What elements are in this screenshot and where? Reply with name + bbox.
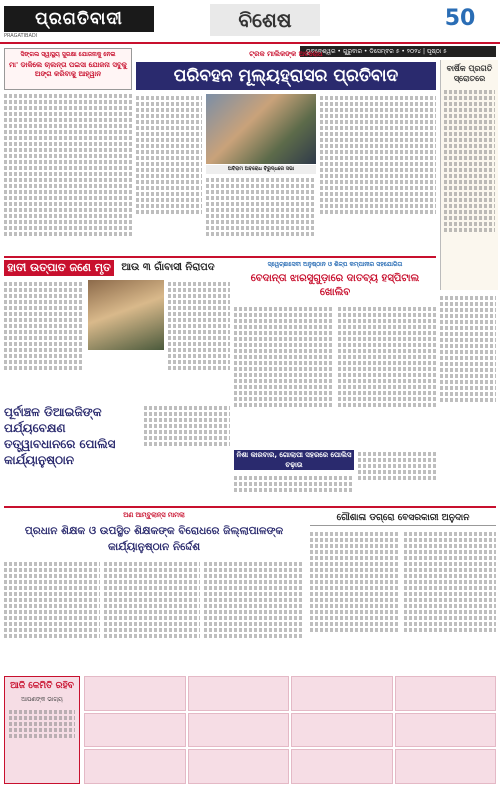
logo-subtitle: PRAGATIBADI	[4, 33, 38, 39]
newspaper-logo: ପ୍ରଗତିବାଦୀ	[4, 6, 154, 32]
bottom-left-body-col3	[204, 560, 304, 670]
right-sidebar-headline: ବାର୍ଷିକ ପ୍ରଗତି ସ୍ରୋତରେ	[446, 64, 493, 83]
mid-main-body-col2	[338, 305, 436, 445]
lower-main-body-2	[234, 474, 354, 502]
zodiac-cell	[395, 713, 497, 748]
bottom-left-headline: ପ୍ରଧାନ ଶିକ୍ଷକ ଓ ଉପସ୍ଥିତ ଶିକ୍ଷକଙ୍କ ବିରୋଧରେ ଜିଲ୍ଲାପାଳଙ୍କ କାର୍ଯ୍ୟାନୁଷ୍ଠାନ ନିର୍ଦ୍ଦେଶ	[24, 525, 284, 553]
right-col-body	[440, 294, 496, 444]
bottom-left-body-col2	[104, 560, 200, 670]
zodiac-cell	[395, 676, 497, 711]
top-main-body-col1	[136, 94, 202, 254]
top-left-kicker: ସିଙ୍ଗଲ ସ୍ୱାସ୍ଥ୍ୟ ସୁରକ୍ଷା ଯୋଜନାକୁ ନେଇ	[20, 51, 116, 58]
lower-main-banner: ନିଶା କାରବାର, ଗୋଲାପୀ ସହରରେ ପୋଲିସ ଚଢ଼ାଉ	[234, 450, 354, 470]
horoscope-title: ଆଜି କେମିତି ରହିବ	[10, 681, 74, 691]
top-main-photo-caption: ଅବିରାମ ଅବରୋଧ ବିରୁଦ୍ଧରେ ସଭା	[206, 165, 316, 174]
mid-main-headline: ବେଦାନ୍ତା ଝାରସୁଗୁଡ଼ାରେ ଦାତବ୍ୟ ହସ୍ପିଟାଲ ଖୋଲିବ	[250, 273, 420, 298]
bottom-right-body-col1	[310, 530, 400, 670]
zodiac-cell	[291, 676, 393, 711]
zodiac-cell	[188, 749, 290, 784]
lower-main-body	[358, 450, 436, 500]
mid-left-body-col2	[168, 280, 230, 400]
bottom-right-body-col2	[404, 530, 496, 670]
zodiac-cell	[84, 676, 186, 711]
mid-left-headline: ହାତୀ ଉତ୍ପାତ ଜଣେ ମୃତ	[4, 260, 114, 276]
horoscope-box	[4, 676, 80, 784]
zodiac-cell	[291, 749, 393, 784]
top-main-body-col2	[206, 176, 316, 254]
bottom-right-headline: ଗୌଶାଳା ଡଗ୍ରୋ ବେସରକାରୀ ଅନୁଦାନ	[310, 510, 496, 526]
anniversary-badge: 50	[444, 6, 476, 31]
lower-left-body	[144, 404, 230, 464]
top-main-kicker: ଟ୍ରକ ମାଲିକଙ୍କ ଅବରୋଧ	[249, 50, 323, 58]
zodiac-cell	[188, 676, 290, 711]
horoscope-sub: ଆପଣଙ୍କ ଭାଗ୍ୟ	[21, 696, 63, 703]
divider-2	[4, 506, 496, 508]
mid-main-kicker: ସ୍ୱେଚ୍ଛାସେବୀ ଅନୁଷ୍ଠାନ ଓ ଶିଳ୍ପ କମ୍ପାନୀର ସହଯୋଗିତା	[267, 261, 403, 268]
lower-left-headline: ପୂର୍ବାଞ୍ଚଳ ଡିଆଇଜିଙ୍କ ପର୍ଯ୍ୟବେକ୍ଷଣ ତତ୍ତ୍ୱାବଧାନରେ ପୋଲିସ କାର୍ଯ୍ୟାନୁଷ୍ଠାନ	[4, 405, 116, 467]
bottom-left-body-col1	[4, 560, 100, 670]
right-sidebar	[440, 60, 498, 290]
top-left-body	[4, 92, 132, 252]
top-main-body-col3	[320, 94, 436, 254]
mid-main-body-col1	[234, 305, 332, 445]
zodiac-grid	[84, 676, 496, 784]
mid-left-photo	[88, 280, 164, 350]
dateline: ଭୁବନେଶ୍ୱର • ଗୁରୁବାର • ଡିସେମ୍ବର ୫ • ୨୦୨୪ | ପୃଷ୍ଠା ୫	[300, 46, 496, 57]
bottom-left-kicker: ଅଣ ଆମ୍ବୁଲାନ୍ସ ମାମଲା	[123, 511, 185, 519]
divider-1	[4, 256, 436, 258]
top-main-photo	[206, 94, 316, 164]
mid-left-body	[4, 280, 84, 400]
zodiac-cell	[188, 713, 290, 748]
zodiac-cell	[84, 713, 186, 748]
zodiac-cell	[291, 713, 393, 748]
zodiac-cell	[395, 749, 497, 784]
top-main-headline: ପରିବହନ ମୂଲ୍ୟହ୍ରାସର ପ୍ରତିବାଦ	[136, 62, 436, 90]
top-left-headline: ମା' ଡାକିଲେ ଚାଲନ୍ତା ପଇସା ଯୋଜନା ସବୁକୁ ଅଙ୍ଗ କରିବାକୁ ଆହ୍ୱାନ	[9, 61, 127, 78]
mid-left-sub-headline: ଆଉ ୩ ଗାଁବାସୀ ନିରାପଦ	[121, 262, 215, 273]
zodiac-cell	[84, 749, 186, 784]
section-title: ବିଶେଷ	[210, 4, 320, 36]
top-left-header-box	[4, 48, 132, 90]
